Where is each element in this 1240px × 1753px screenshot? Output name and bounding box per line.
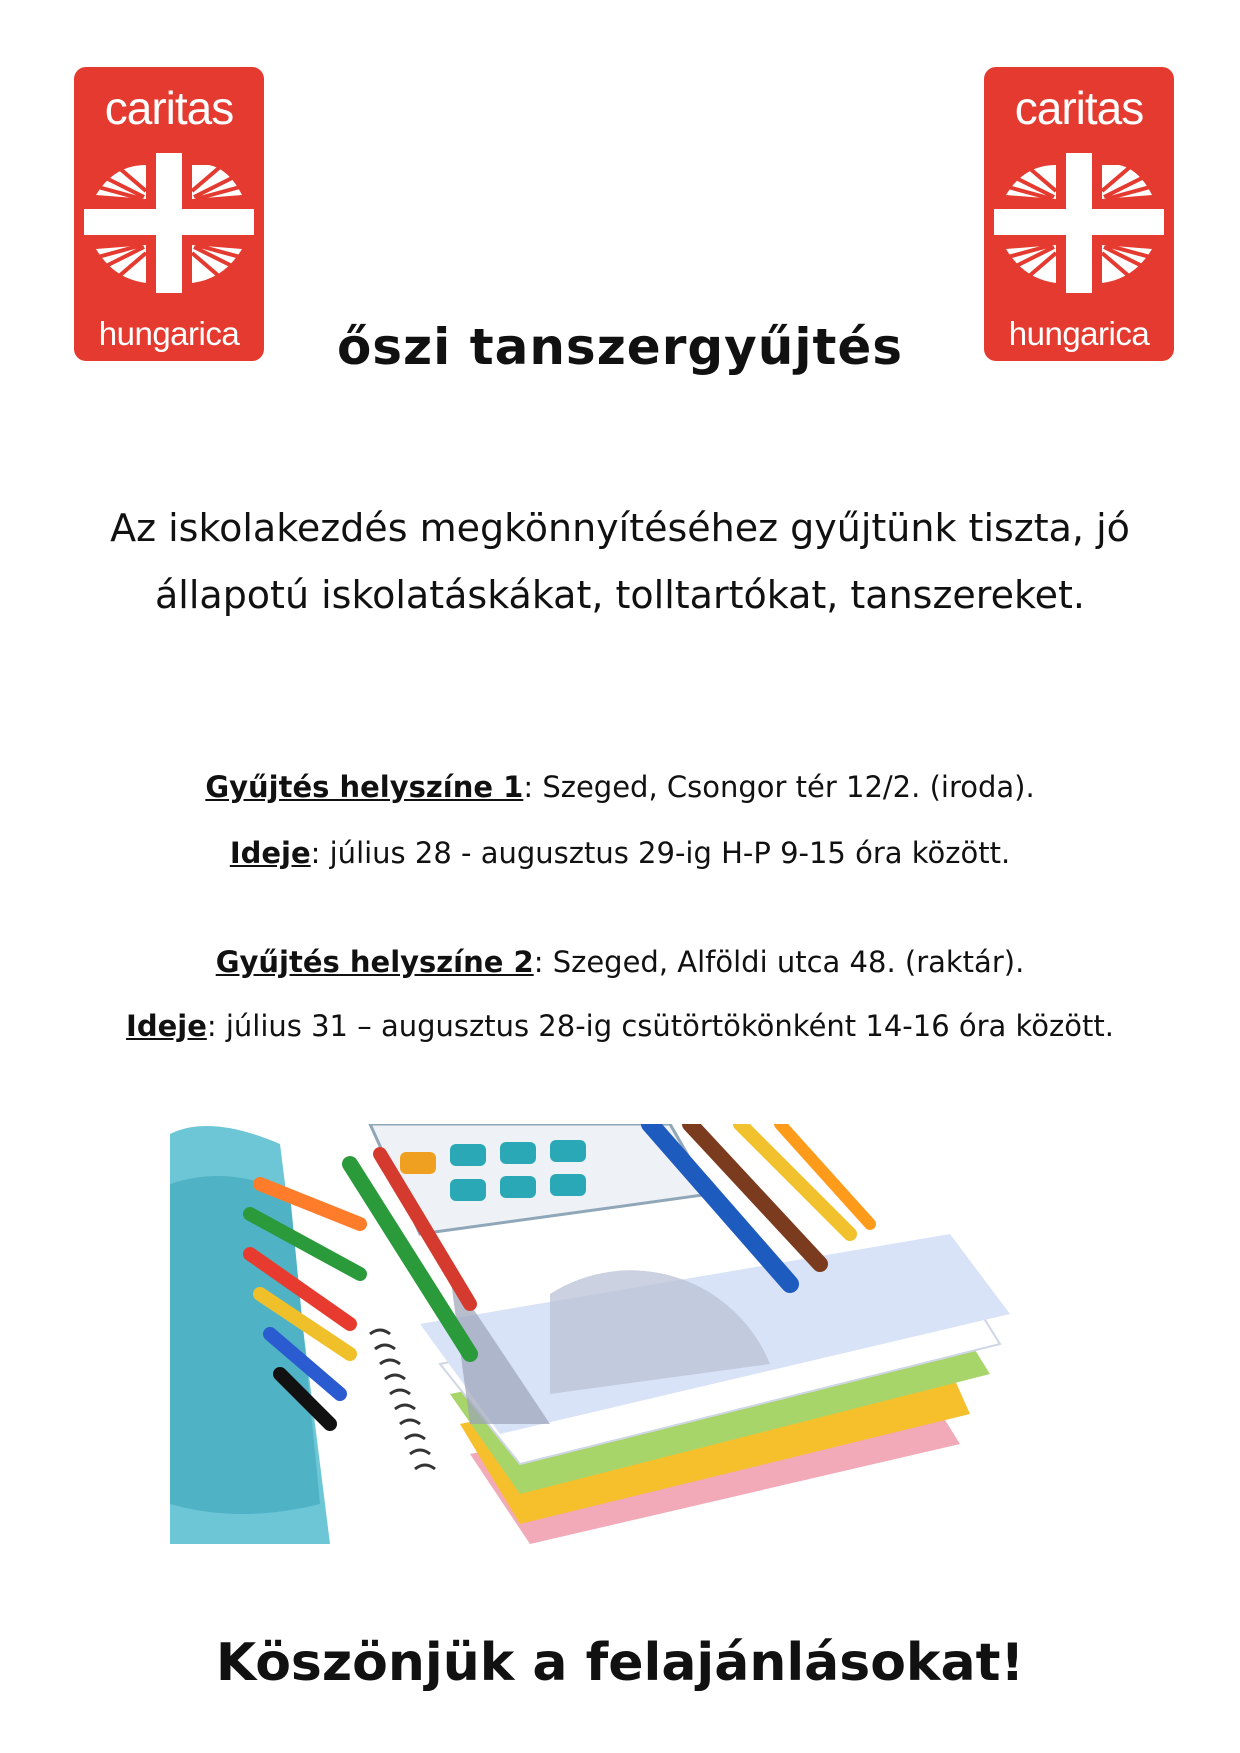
collection-location-2 [0, 945, 1240, 979]
time-label: Ideje [229, 836, 311, 870]
location-value: : Szeged, Csongor tér 12/2. (iroda). [523, 770, 1035, 804]
page-title: őszi tanszergyűjtés [336, 318, 904, 376]
logo-top-text: caritas [104, 82, 234, 134]
logo-bottom-text: hungarica [1008, 315, 1150, 352]
collection-location-1 [0, 770, 1240, 804]
caritas-logo-left [74, 67, 264, 361]
collection-time-2 [0, 1009, 1240, 1043]
caritas-cross-icon [984, 147, 1174, 297]
time-label: Ideje [126, 1009, 207, 1043]
location-value: : Szeged, Alföldi utca 48. (raktár). [533, 945, 1025, 979]
time-value: : július 28 - augusztus 29-ig H-P 9-15 óra között. [310, 836, 1011, 870]
location-label: Gyűjtés helyszíne 1 [205, 770, 524, 804]
collection-time-1 [0, 836, 1240, 870]
location-label: Gyűjtés helyszíne 2 [215, 945, 534, 979]
logo-top-text: caritas [1014, 82, 1144, 134]
intro-paragraph: Az iskolakezdés megkönnyítéséhez gyűjtünk tiszta, jó állapotú iskolatáskákat, tolltartókat, tanszereket. [110, 506, 1130, 617]
caritas-cross-icon [74, 147, 264, 297]
school-supplies-image [170, 1124, 1050, 1564]
time-value: : július 31 – augusztus 28-ig csütörtökönként 14-16 óra között. [206, 1009, 1114, 1043]
caritas-logo-right [984, 67, 1174, 361]
thank-you-text: Köszönjük a felajánlásokat! [215, 1633, 1025, 1693]
logo-bottom-text: hungarica [98, 315, 240, 352]
